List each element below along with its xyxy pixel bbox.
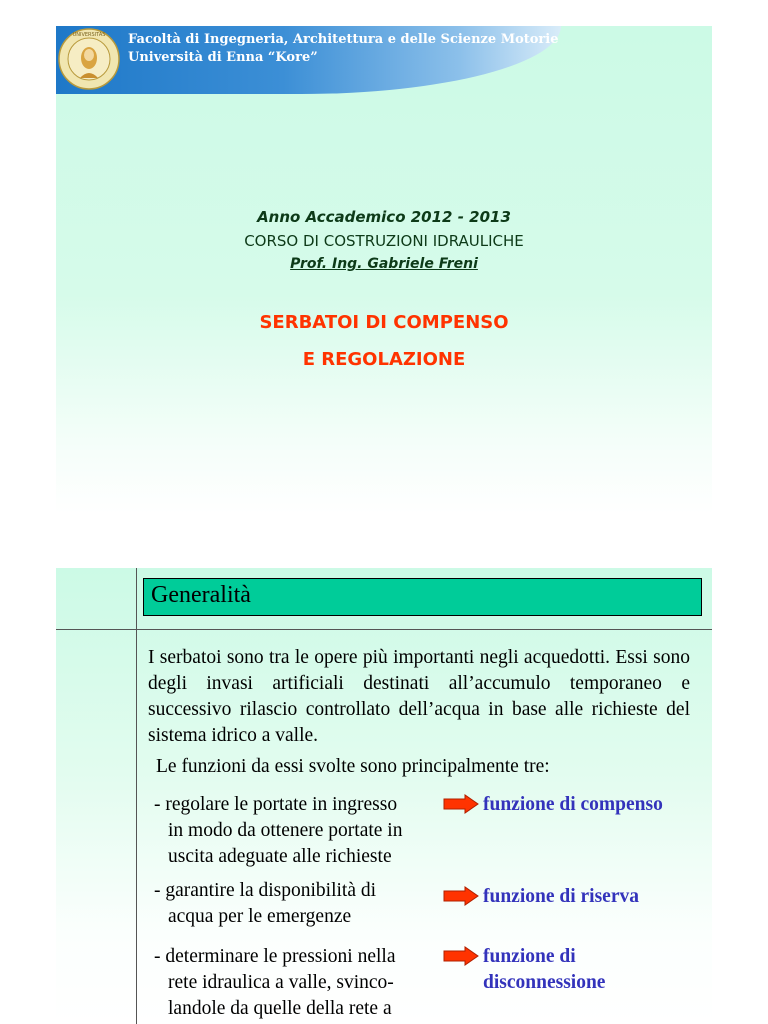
function-label-line: funzione di — [483, 946, 576, 967]
function-label-line: funzione di riserva — [483, 886, 639, 907]
slide-title-line-2: E REGOLAZIONE — [302, 349, 466, 370]
svg-text:UNIVERSITAS: UNIVERSITAS — [72, 32, 106, 38]
university-name: Università di Enna “Kore” — [128, 50, 318, 65]
list-item-line: landole da quelle della rete a — [168, 998, 392, 1019]
list-item — [154, 878, 376, 930]
list-item-line: uscita adeguate alle richieste — [168, 846, 392, 867]
list-item-line: rete idraulica a valle, svinco- — [168, 972, 394, 993]
list-item-line: - regolare le portate in ingresso — [154, 794, 398, 815]
list-item-line: - garantire la disponibilità di — [154, 880, 377, 901]
title-slide — [56, 26, 712, 514]
arrow-right-icon — [443, 946, 479, 966]
vertical-divider — [136, 568, 137, 1024]
list-item — [154, 944, 395, 1022]
horizontal-divider — [56, 629, 712, 630]
arrow-right-icon — [443, 886, 479, 906]
function-label — [483, 944, 605, 996]
function-label — [483, 792, 663, 818]
professor-name: Prof. Ing. Gabriele Freni — [290, 256, 478, 272]
function-label-line: disconnessione — [483, 972, 606, 993]
faculty-name: Facoltà di Ingegneria, Architettura e delle Scienze Motorie — [128, 32, 559, 47]
function-label-line: funzione di compenso — [483, 794, 663, 815]
university-seal-icon — [58, 28, 120, 90]
function-label — [483, 884, 639, 910]
list-item-line: acqua per le emergenze — [168, 906, 352, 927]
course-name: CORSO DI COSTRUZIONI IDRAULICHE — [244, 232, 524, 250]
academic-year: Anno Accademico 2012 - 2013 — [257, 208, 511, 226]
section-heading: Generalità — [143, 578, 702, 616]
list-item — [154, 792, 402, 870]
intro-paragraph: I serbatoi sono tra le opere più importanti negli acquedotti. Essi sono degli invasi artificiali destinati all’accumulo temporaneo e successivo rilascio controllato dell’acqua in base alle richieste del sistema idrico a valle. — [148, 647, 690, 746]
list-item-line: in modo da ottenere portate in — [168, 820, 403, 841]
functions-intro: Le funzioni da essi svolte sono principalmente tre: — [156, 756, 550, 777]
header-banner — [56, 26, 561, 94]
list-item-line: - determinare le pressioni nella — [154, 946, 396, 967]
content-slide — [56, 568, 712, 1024]
slide-title-line-1: SERBATOI DI COMPENSO — [259, 312, 509, 333]
arrow-right-icon — [443, 794, 479, 814]
